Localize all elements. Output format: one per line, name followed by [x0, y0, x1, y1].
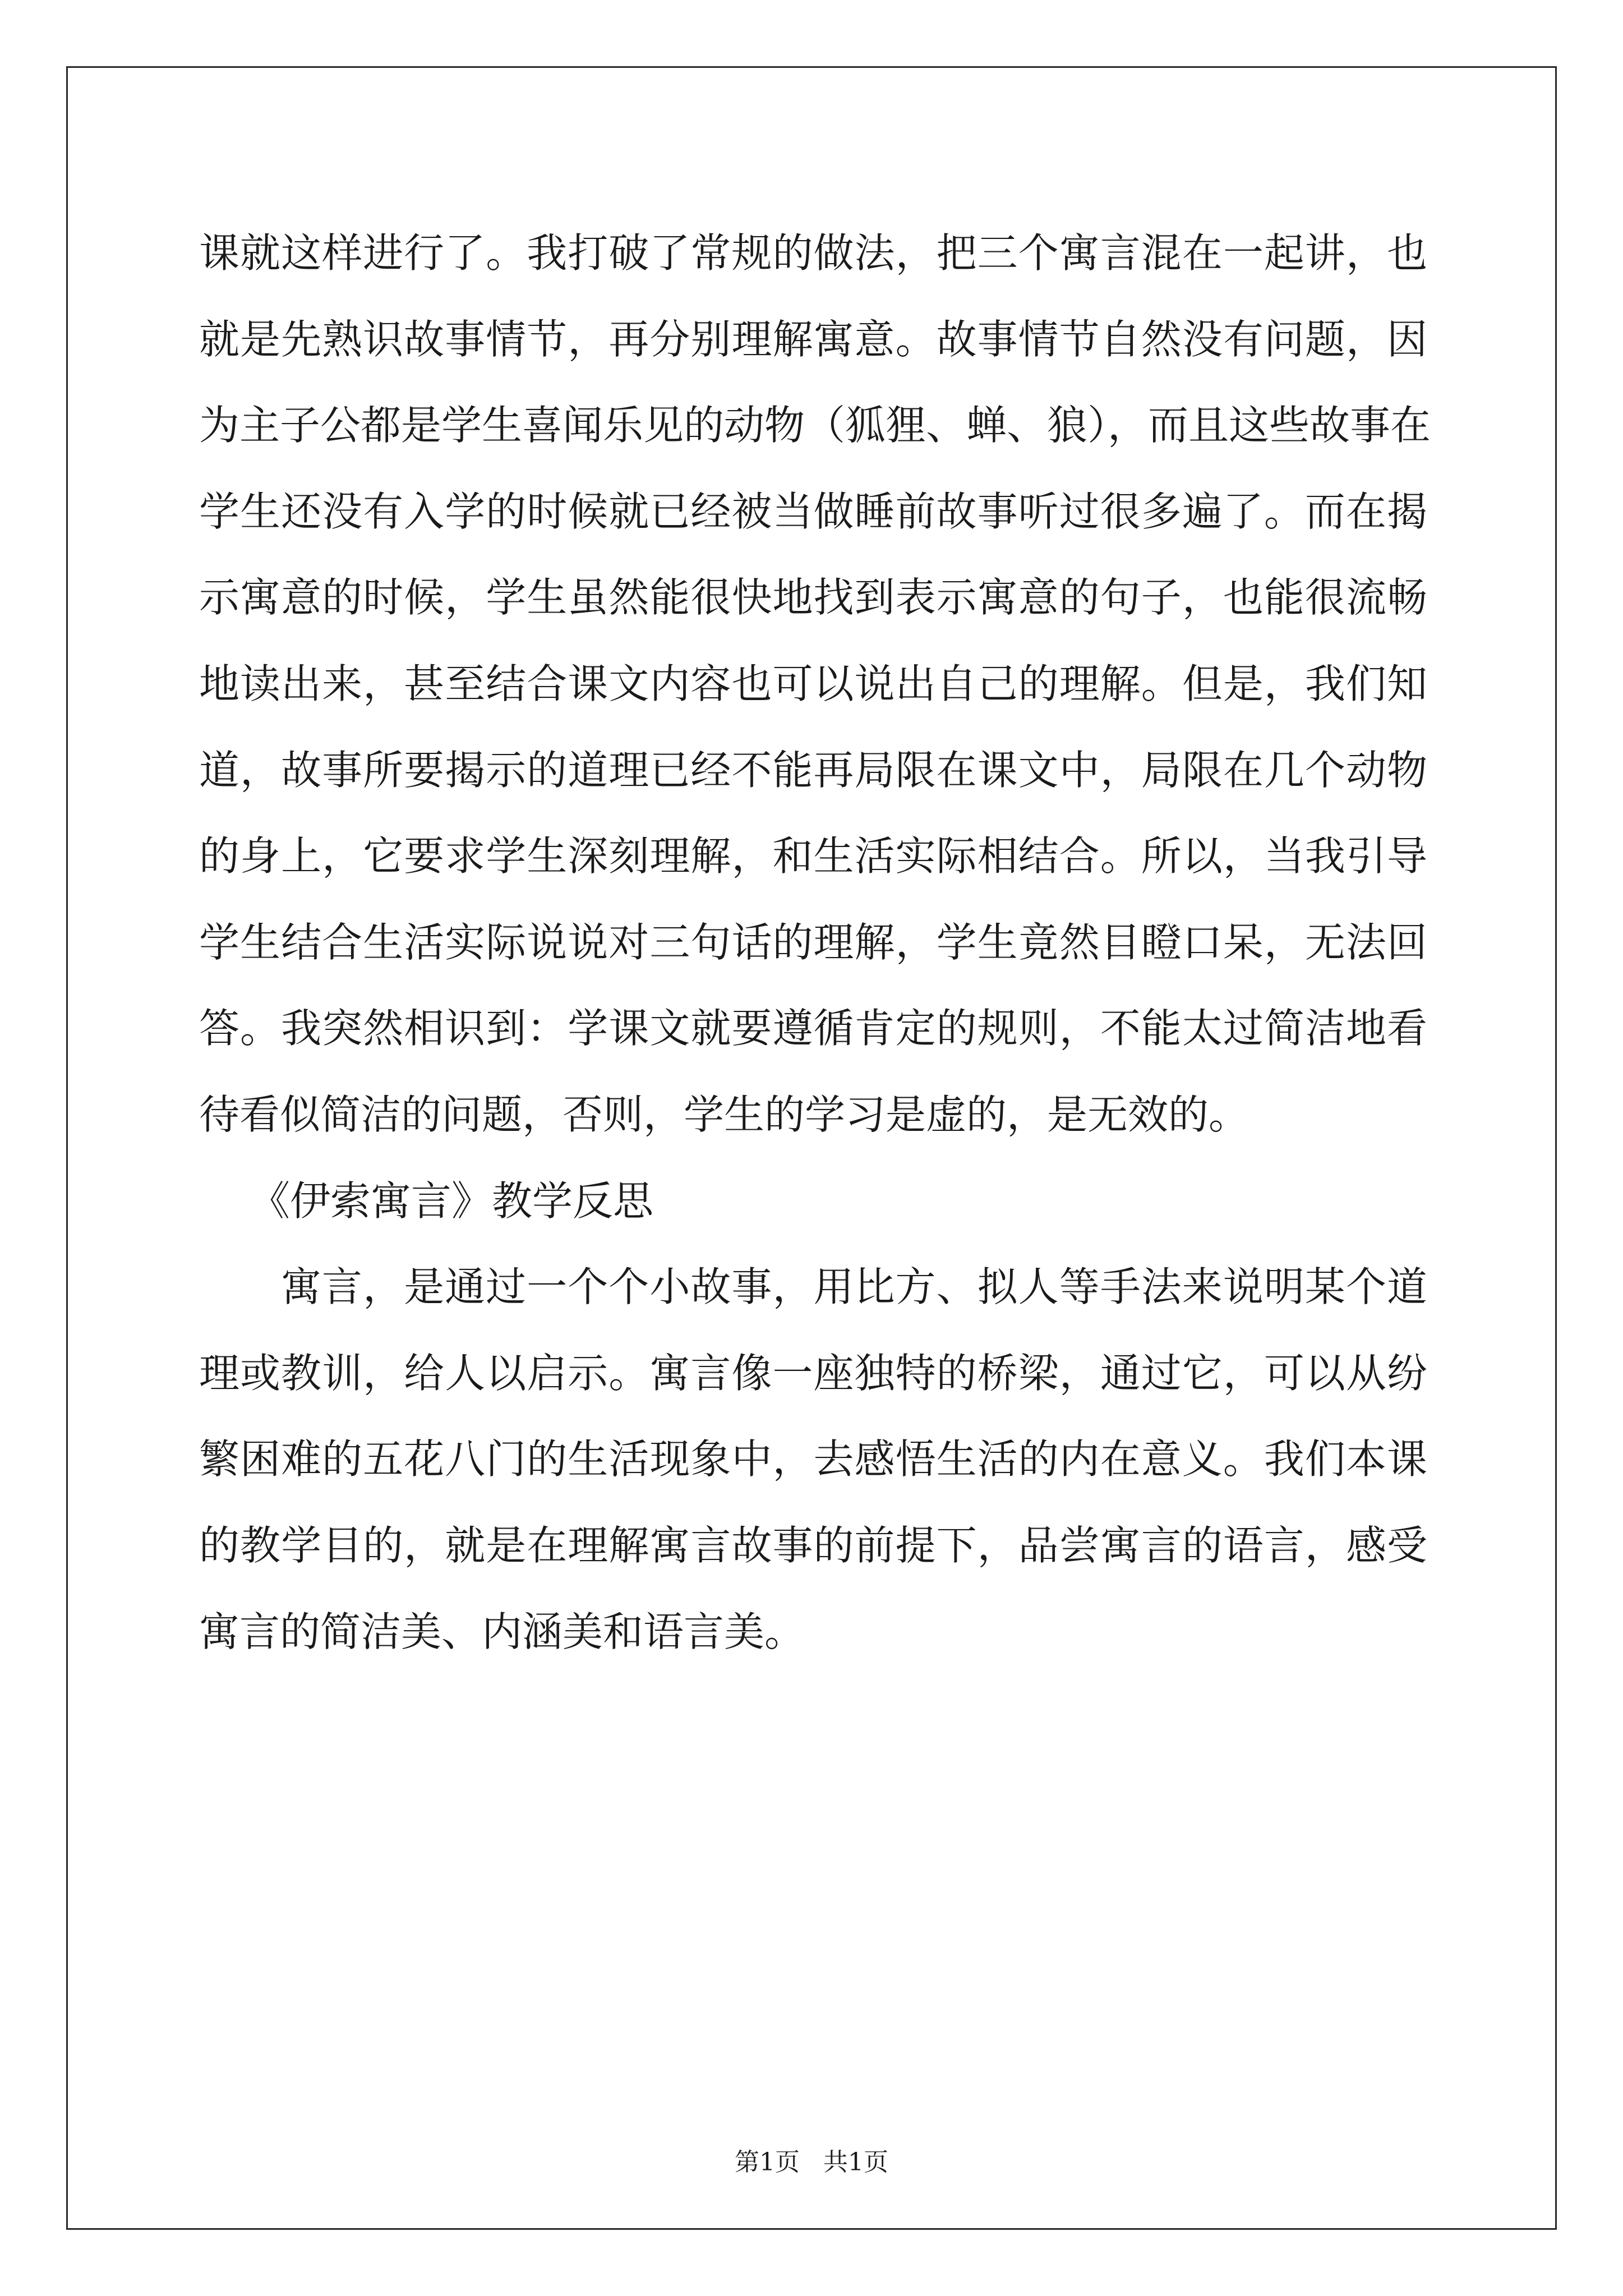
page-number: 第1页: [735, 2148, 800, 2177]
paragraph-2-line: 寓言的简洁美、内涵美和语言美。: [199, 1608, 805, 1655]
paragraph-2-line: 寓言，是通过一个个小故事，用比方、拟人等手法来说明某个道: [281, 1263, 1427, 1311]
paragraph-1-line: 就是先熟识故事情节，再分别理解寓意。故事情节自然没有问题，因: [199, 315, 1427, 363]
paragraph-2: [199, 1244, 1427, 1675]
paragraph-2-line: 理或教训，给人以启示。寓言像一座独特的桥梁，通过它，可以从纷: [199, 1349, 1427, 1397]
footer-spacer: [800, 2148, 823, 2177]
paragraph-2-line: 繁困难的五花八门的生活现象中，去感悟生活的内在意义。我们本课: [199, 1435, 1427, 1483]
paragraph-1-line: 课就这样进行了。我打破了常规的做法，把三个寓言混在一起讲，也: [199, 229, 1427, 277]
paragraph-2-line: 的教学目的，就是在理解寓言故事的前提下，品尝寓言的语言，感受: [199, 1521, 1427, 1569]
paragraph-1-line: 地读出来，甚至结合课文内容也可以说出自己的理解。但是，我们知: [199, 660, 1427, 707]
paragraph-1-line: 待看似简洁的问题，否则，学生的学习是虚的，是无效的。: [199, 1091, 1249, 1138]
paragraph-1-line: 道，故事所要揭示的道理已经不能再局限在课文中，局限在几个动物: [199, 746, 1427, 794]
section-title: 《伊索寓言》教学反思: [250, 1177, 654, 1225]
paragraph-1-line: 示寓意的时候，学生虽然能很快地找到表示寓意的句子，也能很流畅: [199, 574, 1427, 622]
paragraph-1: [199, 210, 1431, 1158]
paragraph-1-line: 为主子公都是学生喜闻乐见的动物（狐狸、蝉、狼），而且这些故事在: [199, 402, 1431, 449]
page-total: 共1页: [823, 2148, 888, 2177]
document-body: [199, 210, 1431, 1675]
paragraph-1-line: 答。我突然相识到：学课文就要遵循肯定的规则，不能太过简洁地看: [199, 1005, 1427, 1052]
paragraph-1-line: 学生结合生活实际说说对三句话的理解，学生竟然目瞪口呆，无法回: [199, 918, 1427, 966]
paragraph-1-line: 的身上，它要求学生深刻理解，和生活实际相结合。所以，当我引导: [199, 832, 1427, 880]
paragraph-1-line: 学生还没有入学的时候就已经被当做睡前故事听过很多遍了。而在揭: [199, 487, 1427, 535]
page-footer: [0, 2142, 1623, 2178]
